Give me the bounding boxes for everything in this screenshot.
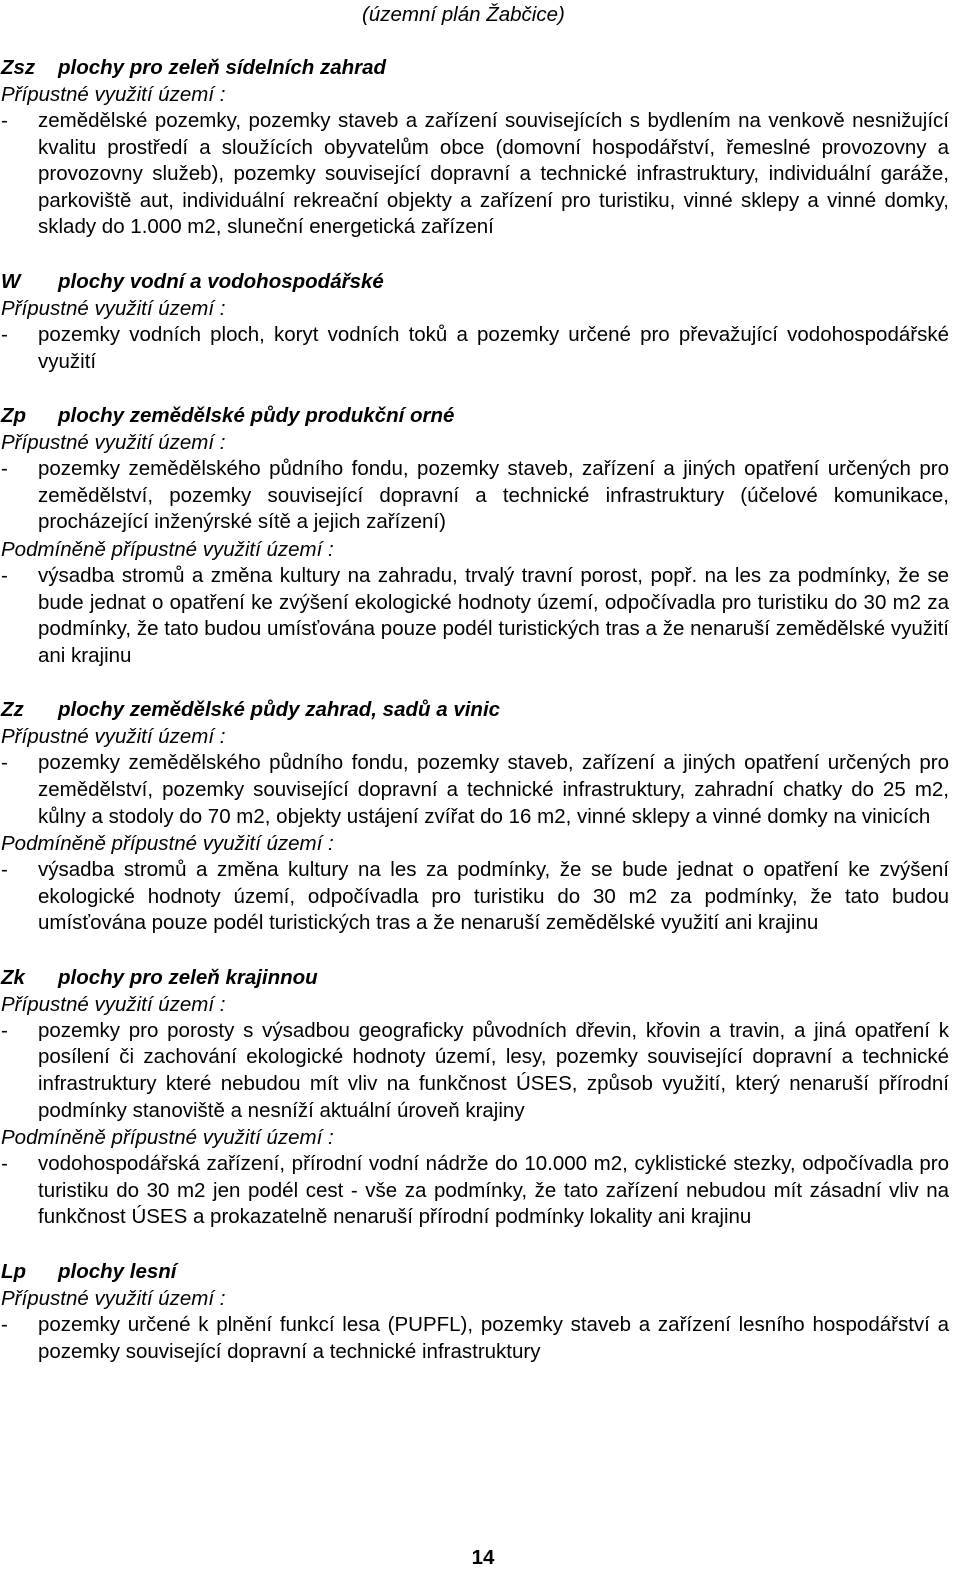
usage-label: Přípustné využití území : [1,992,226,1016]
list-bullet-dash: - [1,1018,8,1042]
list-item [1,322,949,375]
usage-label: Podmíněně přípustné využití území : [1,832,334,856]
section-heading [1,268,949,295]
section-code: Zsz [1,56,36,79]
list-item [1,1151,949,1231]
list-item [1,1018,949,1124]
section-code: Zk [1,965,25,989]
list-item-text: zemědělské pozemky, pozemky staveb a zařízení souvisejících s bydlením na venkově nesnižující kvalitu prostředí a sloužících obyvatelům obce (domovní hospodářství, řemeslné provozovny a provozovny služeb), pozemky související dopravní a technické infrastruktury, individuální garáže, parkoviště aut, individuální rekreační objekty a zařízení pro turistiku, vinné sklepy a vinné domky, sklady do 1.000 m2, sluneční energetická zařízení [38,109,949,239]
section-zp [1,402,949,669]
section-title: plochy pro zeleň sídelních zahrad [58,56,387,79]
section-heading [1,402,949,429]
section-title: plochy lesní [58,1260,177,1284]
list-bullet-dash: - [1,858,8,882]
list-item-text: pozemky určené k plnění funkcí lesa (PUPFL), pozemky staveb a zařízení lesního hospodářství a pozemky související dopravní a technické infrastruktury [38,1313,949,1363]
page-number: 14 [471,1546,495,1569]
list-item [1,563,949,669]
list-bullet-dash: - [1,563,8,587]
list-bullet-dash: - [1,751,8,775]
list-item [1,108,949,241]
section-zz [1,696,949,937]
section-w [1,268,949,375]
list-item-text: výsadba stromů a změna kultury na zahradu, trvalý travní porost, popř. na les za podmínky, že se bude jednat o opatření ke zvýšení ekologické hodnoty území, odpočívadla pro turistiku do 30 m2 za podmínky, že tato budou umísťována pouze podél turistických tras a že nenaruší zemědělské využití ani krajinu [38,563,949,667]
list-item [1,857,949,937]
section-heading [1,696,949,723]
list-item [1,750,949,830]
list-bullet-dash: - [1,457,8,481]
list-bullet-dash: - [1,1313,8,1337]
usage-label: Přípustné využití území : [1,725,226,749]
list-bullet-dash: - [1,1152,8,1176]
list-item-text: pozemky zemědělského půdního fondu, pozemky staveb, zařízení a jiných opatření určených pro zemědělství, pozemky související dopravní a technické infrastruktury (účelové komunikace, procházející inženýrské sítě a jejich zařízení) [38,457,949,534]
list-item-text: výsadba stromů a změna kultury na les za podmínky, že se bude jednat o opatření ke zvýšení ekologické hodnoty území, odpočívadla pro turistiku do 30 m2 za podmínky, že tato budou umísťována pouze podél turistických tras a že nenaruší zemědělské využití ani krajinu [38,858,949,935]
section-title: plochy zemědělské půdy produkční orné [58,404,455,428]
section-code: Zz [1,698,24,722]
section-heading [1,1258,949,1285]
list-item [1,1312,949,1365]
usage-label: Přípustné využití území : [1,431,226,455]
usage-label: Podmíněně přípustné využití území : [1,537,334,561]
section-heading [1,964,949,991]
list-bullet-dash: - [1,322,8,346]
list-item-text: pozemky pro porosty s výsadbou geograficky původních dřevin, křovin a travin, a jiná opatření k posílení či zachování ekologické hodnoty území, lesy, pozemky související dopravní a technické infrastruktury které nebudou mít vliv na funkčnost ÚSES, způsob využití, který nenaruší přírodní podmínky stanoviště a nesníží aktuální úroveň krajiny [38,1018,949,1122]
usage-label: Přípustné využití území : [1,1287,226,1311]
list-item-text: vodohospodářská zařízení, přírodní vodní nádrže do 10.000 m2, cyklistické stezky, odpočívadla pro turistiku do 30 m2 jen podél cest - vše za podmínky, že tato zařízení nebudou mít zásadní vliv na funkčnost ÚSES a prokazatelně nenaruší přírodní podmínky lokality ani krajinu [38,1152,949,1229]
section-code: Zp [1,404,27,428]
usage-label: Přípustné využití území : [1,83,226,106]
section-zsz [1,54,949,241]
list-item [1,456,949,536]
list-item-text: pozemky vodních ploch, koryt vodních toků a pozemky určené pro převažující vodohospodářské využití [38,322,949,373]
section-heading [1,54,949,81]
usage-label: Přípustné využití území : [1,296,226,320]
section-zk [1,964,949,1231]
section-code: W [1,269,21,293]
section-title: plochy pro zeleň krajinnou [58,965,318,989]
section-title: plochy vodní a vodohospodářské [58,269,384,293]
section-lp [1,1258,949,1365]
list-bullet-dash: - [1,109,8,132]
list-item-text: pozemky zemědělského půdního fondu, pozemky staveb, zařízení a jiných opatření určených pro zemědělství, pozemky související dopravní a technické infrastruktury, zahradní chatky do 25 m2, kůlny a stodoly do 70 m2, objekty ustájení zvířat do 16 m2, vinné sklepy a vinné domky na vinicích [38,751,949,828]
section-title: plochy zemědělské půdy zahrad, sadů a vinic [58,698,501,722]
usage-label: Podmíněně přípustné využití území : [1,1126,334,1150]
document-body [1,54,949,1365]
document-header-note: (územní plán Žabčice) [362,3,565,26]
section-code: Lp [1,1260,27,1284]
